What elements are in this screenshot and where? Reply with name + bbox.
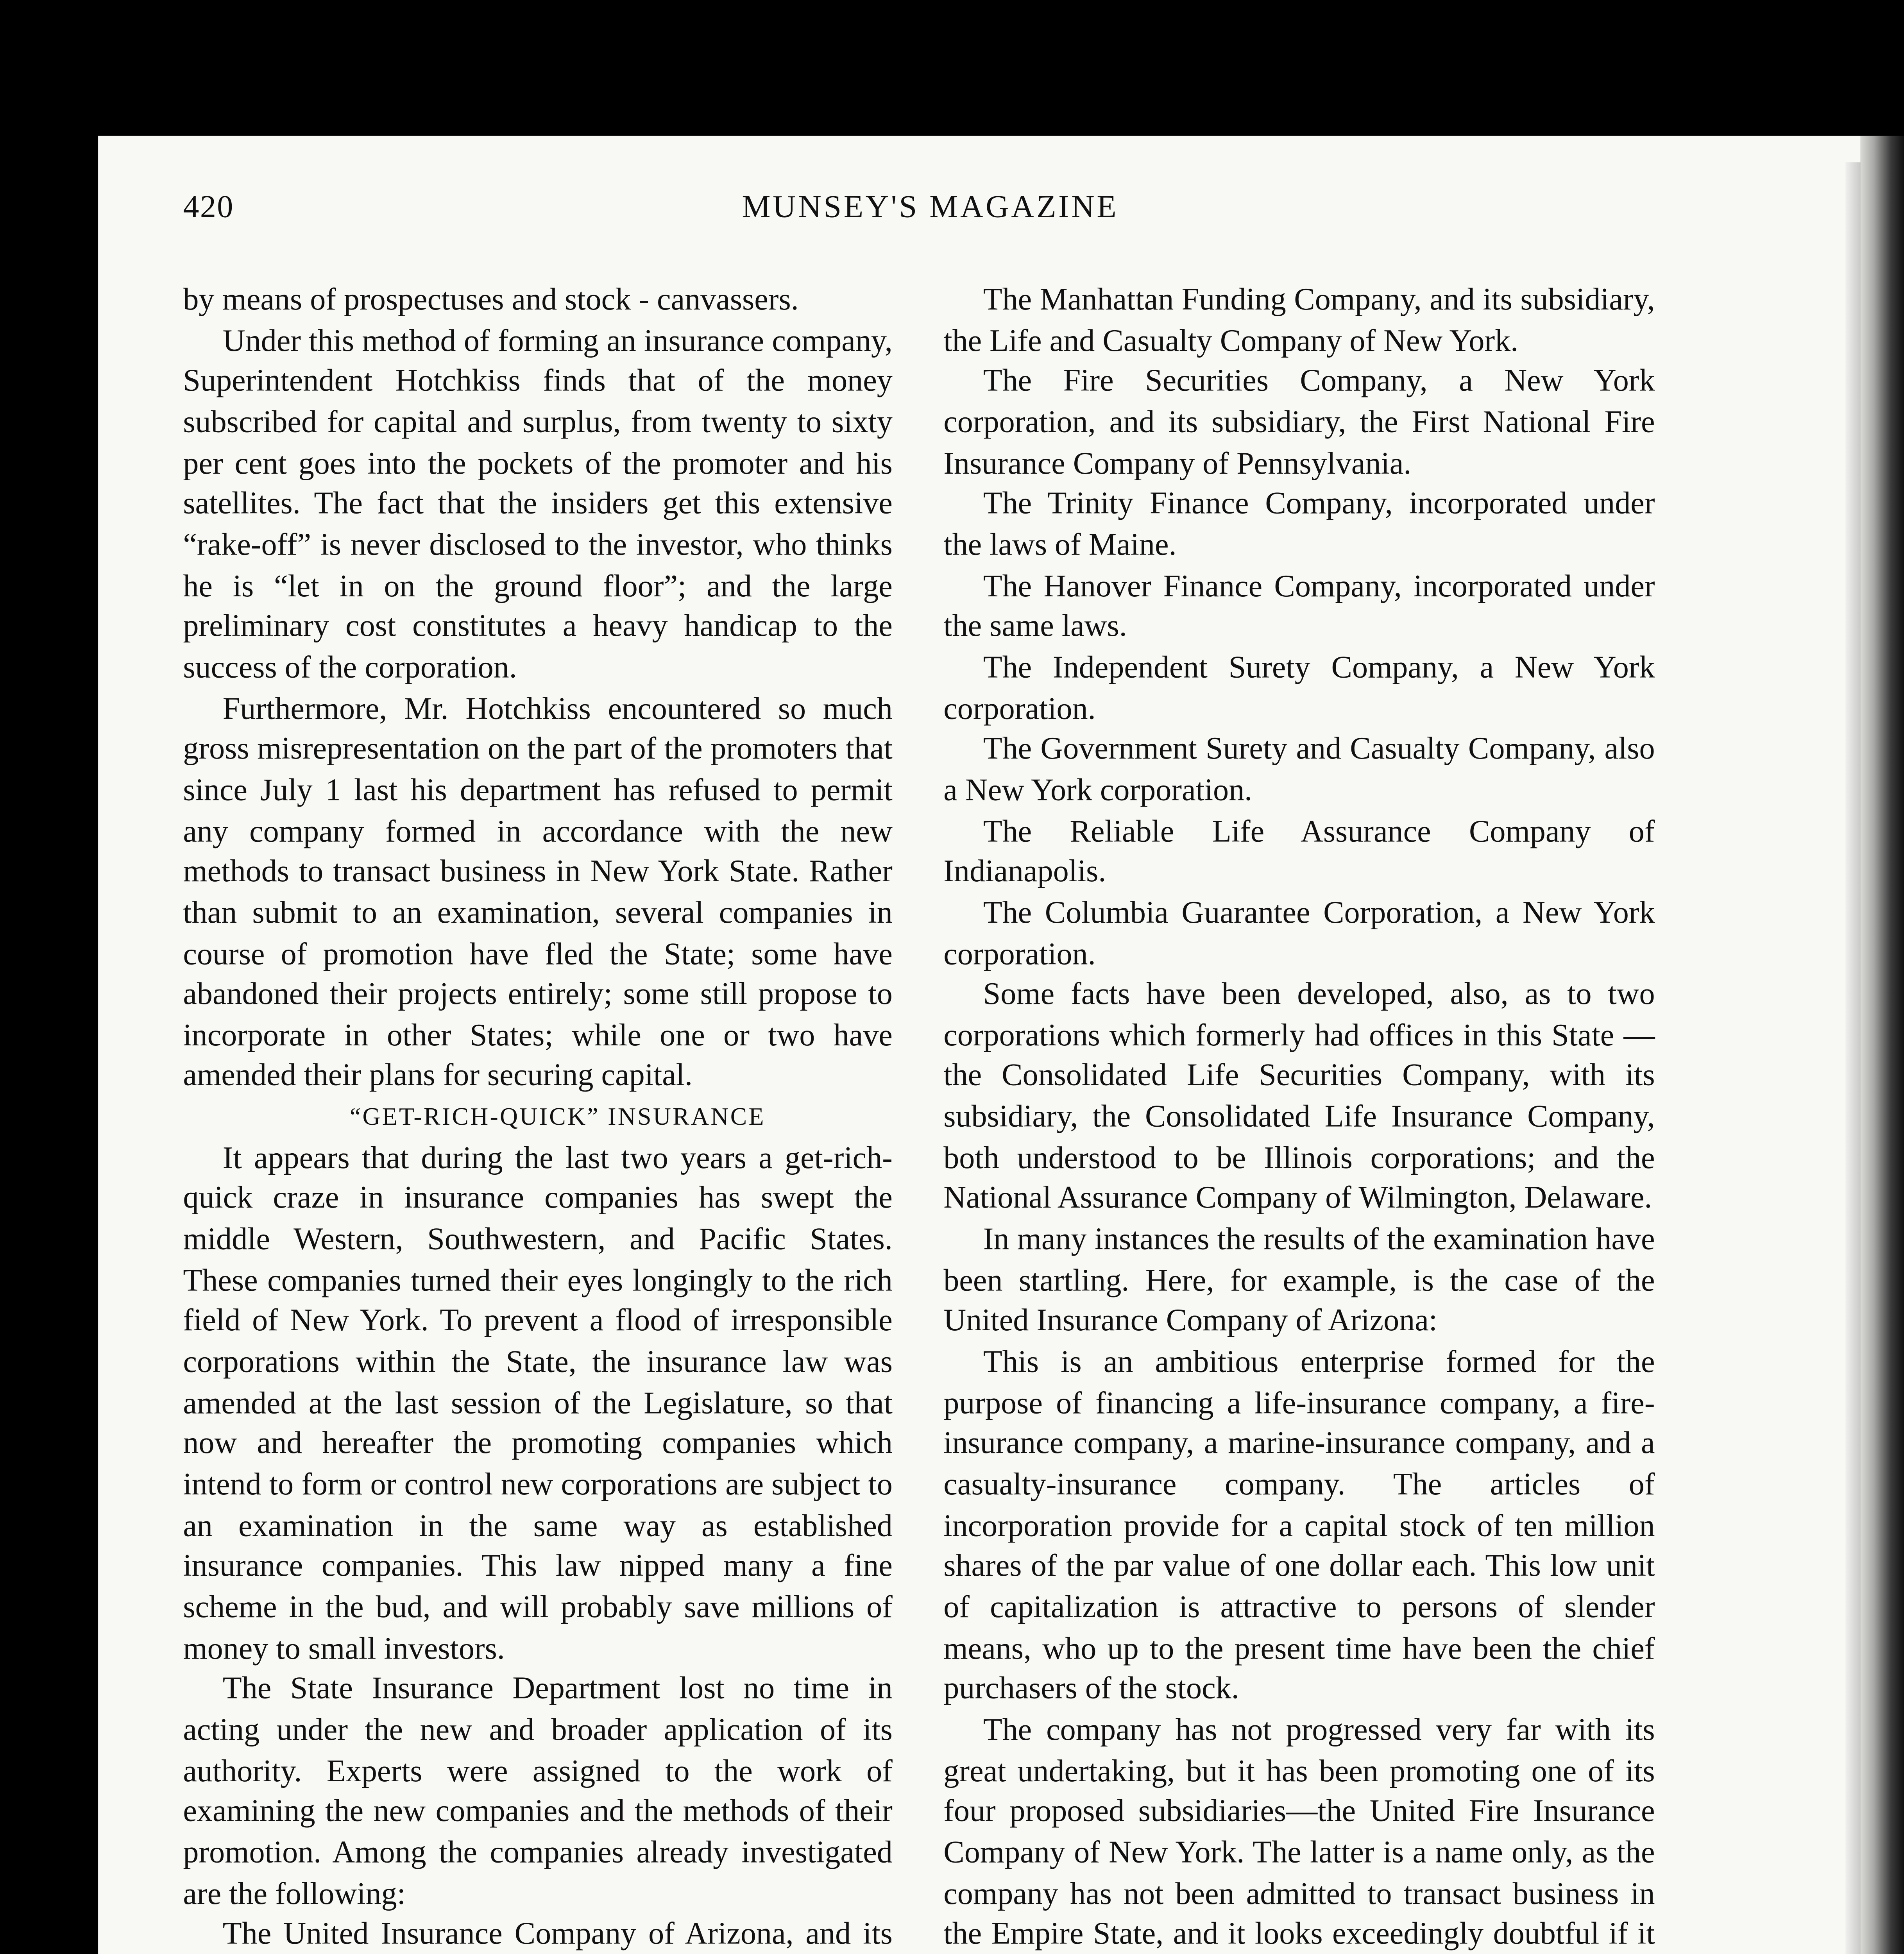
- paragraph: The Hanover Finance Company, incorporated under the same laws.: [943, 567, 1655, 644]
- paragraph: Some facts have been developed, also, as to two corporations which formerly had offices in this State — the Consolidated Life Securities Company, with its subsidiary, the Consolidated Life Insurance Company, both understood to be Illinois corporations; and the National Assurance Company of Wilmington, Delaware.: [943, 976, 1655, 1216]
- paragraph: The Independent Surety Company, a New York corporation.: [943, 649, 1655, 726]
- paragraph: This is an ambitious enterprise formed for the purpose of financing a life-insurance company, a fire-insurance company, a marine-insurance company, and a casualty-insurance company. The articles of incorporation provide for a capital stock of ten million shares of the par value of one dollar each. This low unit of capitalization is attractive to persons of slender means, who up to the present time have been the chief purchasers of the stock.: [943, 1344, 1655, 1707]
- paragraph: The Government Surety and Casualty Company, also a New York corporation.: [943, 730, 1655, 807]
- paragraph: The Manhattan Funding Company, and its subsidiary, the Life and Casualty Company of New York.: [943, 281, 1655, 358]
- paragraph: The Trinity Finance Company, incorporated under the laws of Maine.: [943, 485, 1655, 562]
- right-column: [943, 279, 1655, 1954]
- paragraph: The Columbia Guarantee Corporation, a New York corporation.: [943, 894, 1655, 971]
- paragraph: The company has not progressed very far with its great undertaking, but it has been promoting one of its four proposed subsidiaries—the United Fire Insurance Company of New York. The latter is a name only, as the company has not been admitted to transact business in the Empire State, and it looks exceedingly doubtful if it: [943, 1711, 1655, 1952]
- paragraph: In many instances the results of the examination have been startling. Here, for example, is the case of the United Insurance Company of Arizona:: [943, 1221, 1655, 1339]
- paragraph: The United Insurance Company of Arizona, and its: [222, 1916, 893, 1952]
- left-column: [183, 279, 893, 1954]
- page-number: 420: [183, 188, 234, 225]
- book-spine: [1861, 136, 1904, 1954]
- paragraph: The Fire Securities Company, a New York corporation, and its subsidiary, the First National Fire Insurance Company of Pennsylvania.: [943, 363, 1655, 481]
- paragraph: The State Insurance Department lost no time in acting under the new and broader application of its authority. Experts were assigned to the work of examining the new companies and the methods of their promotion. Among the companies already investigated are the following:: [183, 1670, 893, 1911]
- paragraph: The Reliable Life Assurance Company of Indianapolis.: [943, 812, 1655, 889]
- running-title: MUNSEY'S MAGAZINE: [742, 188, 1119, 225]
- page-edge: [1845, 162, 1862, 1954]
- section-subheading: “GET-RICH-QUICK” INSURANCE: [349, 1102, 766, 1131]
- paragraph: by means of prospectuses and stock - canvassers.: [183, 281, 799, 317]
- paragraph: It appears that during the last two years a get-rich-quick craze in insurance companies has swept the middle Western, Southwestern, and Pacific States. These companies turned their eyes longingly to the rich field of New York. To prevent a flood of irresponsible corporations within the State, the insurance law was amended at the last session of the Legislature, so that now and hereafter the promoting companies which intend to form or control new corporations are subject to an examination in the same way as established insurance companies. This law nipped many a fine scheme in the bud, and will probably save millions of money to small investors.: [183, 1139, 893, 1666]
- paragraph: Under this method of forming an insurance company, Superintendent Hotchkiss finds that of the money subscribed for capital and surplus, from twenty to sixty per cent goes into the pockets of the promoter and his satellites. The fact that the insiders get this extensive “rake-off” is never disclosed to the investor, who thinks he is “let in on the ground floor”; and the large preliminary cost constitutes a heavy handicap to the success of the corporation.: [183, 322, 893, 685]
- paragraph: Furthermore, Mr. Hotchkiss encountered so much gross misrepresentation on the part of the promoters that since July 1 last his department has refused to permit any company formed in accordance with the new methods to transact business in New York State. Rather than submit to an examination, several companies in course of promotion have fled the State; some have abandoned their projects entirely; some still propose to incorporate in other States; while one or two have amended their plans for securing capital.: [183, 690, 893, 1093]
